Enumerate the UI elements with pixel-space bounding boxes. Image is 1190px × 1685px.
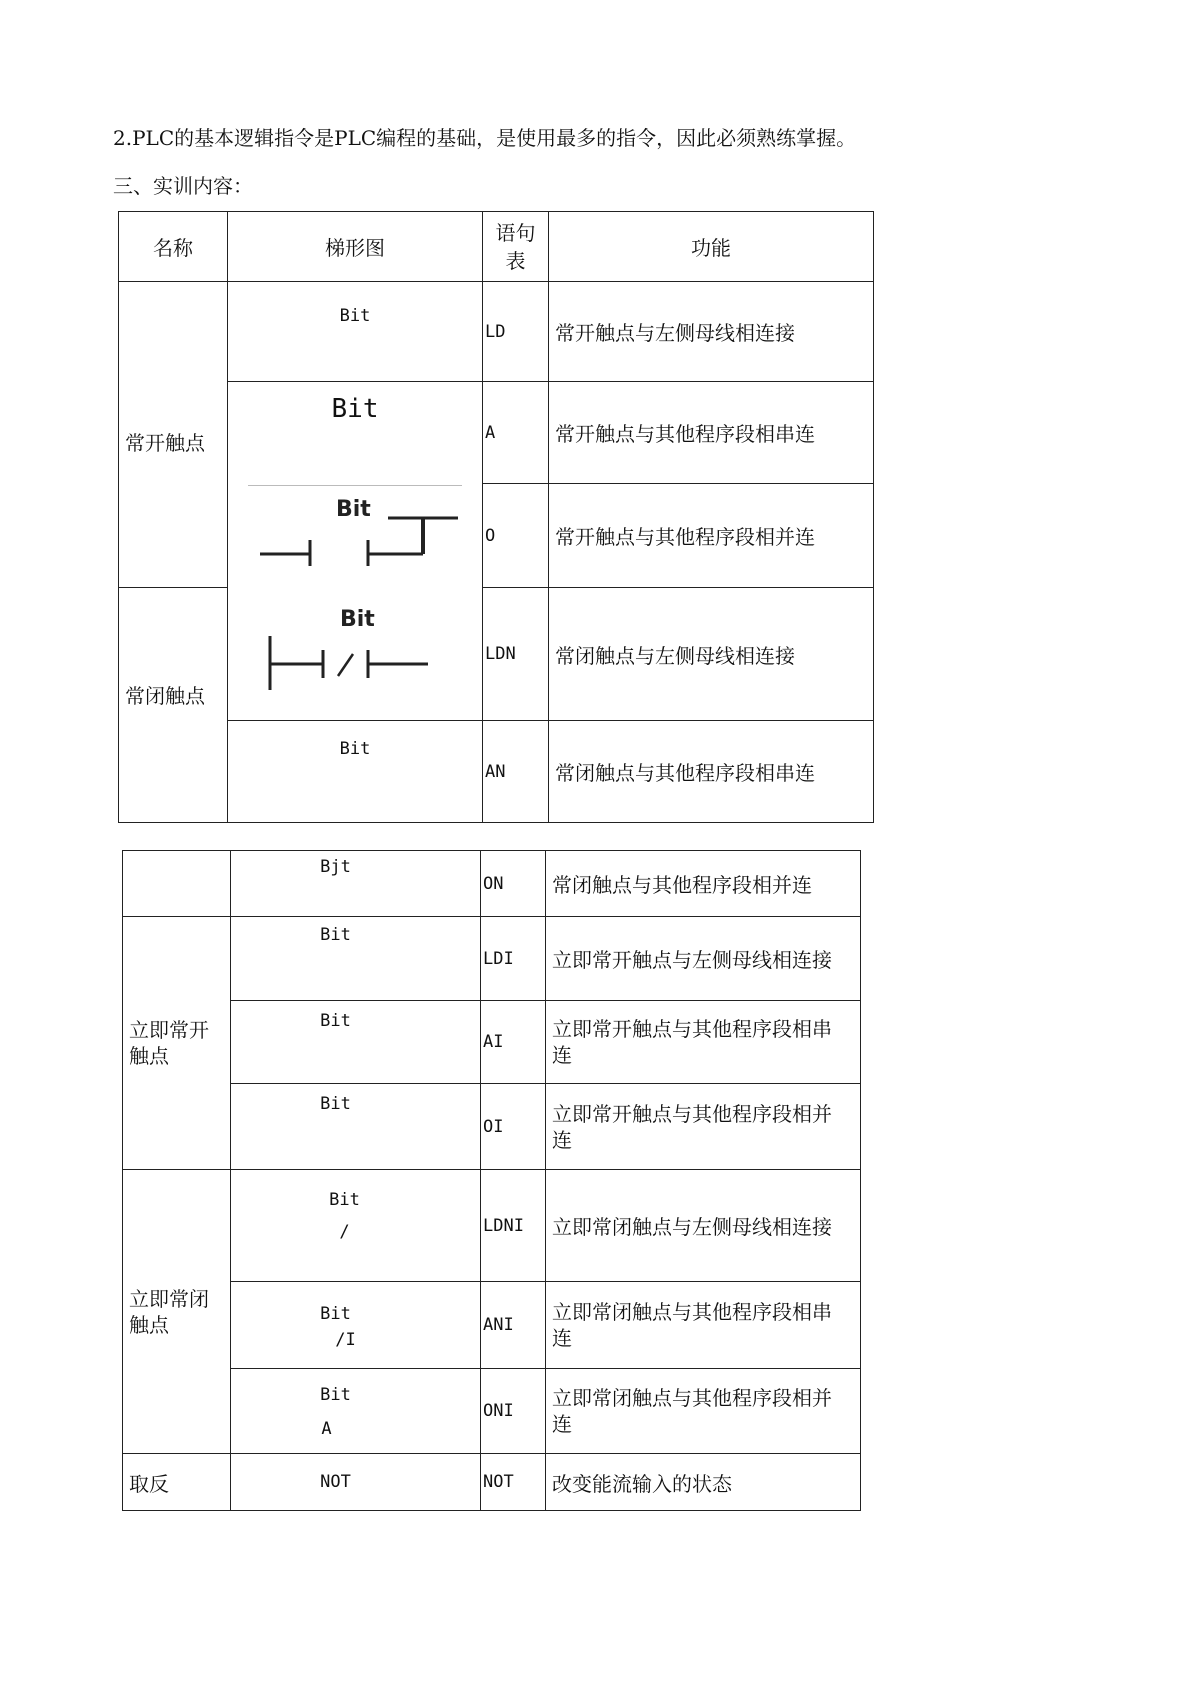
table-row [123, 917, 861, 1001]
table-header-row [119, 212, 874, 282]
ladder-bit-label: Bit [320, 1385, 351, 1405]
ladder-bit-label: Bit [339, 306, 371, 326]
stmt-cell: ON [481, 851, 546, 917]
group-no-contact: 常开触点 [125, 431, 205, 455]
function-cell: 常开触点与其他程序段相串连 [549, 382, 874, 484]
table-row [123, 1084, 861, 1170]
stmt-cell: NOT [481, 1454, 546, 1511]
table-row [119, 282, 874, 382]
ladder-diagram-cell [228, 382, 483, 721]
table-row [123, 851, 861, 917]
ladder-bit-label: Bjt [320, 857, 351, 877]
header-ladder: 梯形图 [228, 212, 483, 282]
header-stmt-line1: 语句 [495, 220, 536, 245]
ladder-bit-label: Bit [329, 1190, 360, 1210]
function-line2: 连 [552, 1127, 572, 1152]
function-cell: 常闭触点与其他程序段相并连 [546, 851, 861, 917]
function-cell [546, 1369, 861, 1454]
stmt-cell: LDN [483, 588, 549, 721]
ladder-bit-label: Bit [340, 607, 375, 632]
ladder-cell [228, 282, 483, 382]
header-name: 名称 [119, 212, 228, 282]
table-row [119, 382, 874, 484]
group-not: 取反 [123, 1454, 231, 1511]
ladder-cell [231, 1454, 481, 1511]
intro-line: 2.PLC的基本逻辑指令是PLC编程的基础，是使用最多的指令，因此必须熟练掌握。 [113, 126, 857, 150]
group-empty-cell [123, 851, 231, 917]
function-line2: 连 [552, 1326, 572, 1350]
group-nc-contact: 常闭触点 [125, 684, 205, 708]
ladder-bit-label: Bit [336, 497, 371, 522]
ladder-cell [231, 1001, 481, 1084]
stmt-cell: LDNI [481, 1170, 546, 1282]
function-cell: 常闭触点与其他程序段相串连 [549, 721, 874, 823]
group-imm-no-line1: 立即常开 [129, 1018, 209, 1042]
ladder-sub-label: A [321, 1419, 332, 1439]
ladder-bit-label: Bit [320, 1094, 351, 1114]
ladder-cell [231, 1170, 481, 1282]
group-nc-contact-cell [119, 588, 228, 823]
ladder-bit-label: Bit [320, 925, 351, 945]
group-imm-no-line2: 触点 [129, 1044, 169, 1068]
table-row [119, 721, 874, 823]
ladder-cell [231, 851, 481, 917]
stmt-cell: OI [481, 1084, 546, 1170]
stmt-cell: ANI [481, 1282, 546, 1369]
instruction-table-1 [118, 211, 874, 823]
stmt-cell: A [483, 382, 549, 484]
ladder-bit-label: Bit [331, 394, 379, 424]
group-imm-nc-line1: 立即常闭 [129, 1286, 209, 1311]
group-imm-nc-line2: 触点 [129, 1312, 169, 1337]
table-row [123, 1454, 861, 1511]
ladder-slash-label: / [339, 1222, 350, 1242]
table-row [123, 1282, 861, 1369]
function-cell [546, 1001, 861, 1084]
ladder-cell [231, 917, 481, 1001]
group-imm-nc-cell [123, 1170, 231, 1454]
ladder-slash-label: /I [335, 1330, 356, 1350]
stmt-cell: AN [483, 721, 549, 823]
function-cell: 立即常闭触点与左侧母线相连接 [546, 1170, 861, 1282]
ladder-cell [228, 721, 483, 823]
function-line1: 立即常闭触点与其他程序段相串 [552, 1300, 832, 1324]
group-no-contact-cell [119, 282, 228, 588]
header-stmt [483, 212, 549, 282]
normally-closed-contact-icon [228, 592, 483, 712]
stmt-cell: ONI [481, 1369, 546, 1454]
function-cell: 改变能流输入的状态 [546, 1454, 861, 1511]
ladder-cell [231, 1282, 481, 1369]
table-row [123, 1369, 861, 1454]
function-line1: 立即常闭触点与其他程序段相并 [552, 1386, 832, 1410]
function-cell: 常开触点与其他程序段相并连 [549, 484, 874, 588]
ladder-cell [231, 1084, 481, 1170]
stmt-cell: AI [481, 1001, 546, 1084]
instruction-table-2 [122, 850, 861, 1511]
stmt-cell: LD [483, 282, 549, 382]
function-cell: 立即常开触点与左侧母线相连接 [546, 917, 861, 1001]
function-cell [546, 1084, 861, 1170]
table-row [123, 1001, 861, 1084]
table-row [123, 1170, 861, 1282]
function-cell [546, 1282, 861, 1369]
function-cell: 常开触点与左侧母线相连接 [549, 282, 874, 382]
ladder-cell [231, 1369, 481, 1454]
ladder-bit-label: Bit [339, 739, 371, 759]
normally-open-contact-icon [228, 482, 483, 592]
stmt-cell: O [483, 484, 549, 588]
function-line2: 连 [552, 1043, 572, 1067]
header-function: 功能 [549, 212, 874, 282]
section-heading: 三、实训内容： [113, 174, 253, 198]
function-cell: 常闭触点与左侧母线相连接 [549, 588, 874, 721]
stmt-cell: LDI [481, 917, 546, 1001]
ladder-bit-label: Bit [320, 1011, 351, 1031]
header-stmt-line2: 表 [505, 248, 526, 273]
ladder-bit-label: Bit [320, 1304, 351, 1324]
function-line2: 连 [552, 1412, 572, 1436]
function-line1: 立即常开触点与其他程序段相并 [552, 1101, 832, 1126]
ladder-not-label: NOT [320, 1472, 351, 1492]
function-line1: 立即常开触点与其他程序段相串 [552, 1017, 832, 1041]
group-imm-no-cell [123, 917, 231, 1170]
